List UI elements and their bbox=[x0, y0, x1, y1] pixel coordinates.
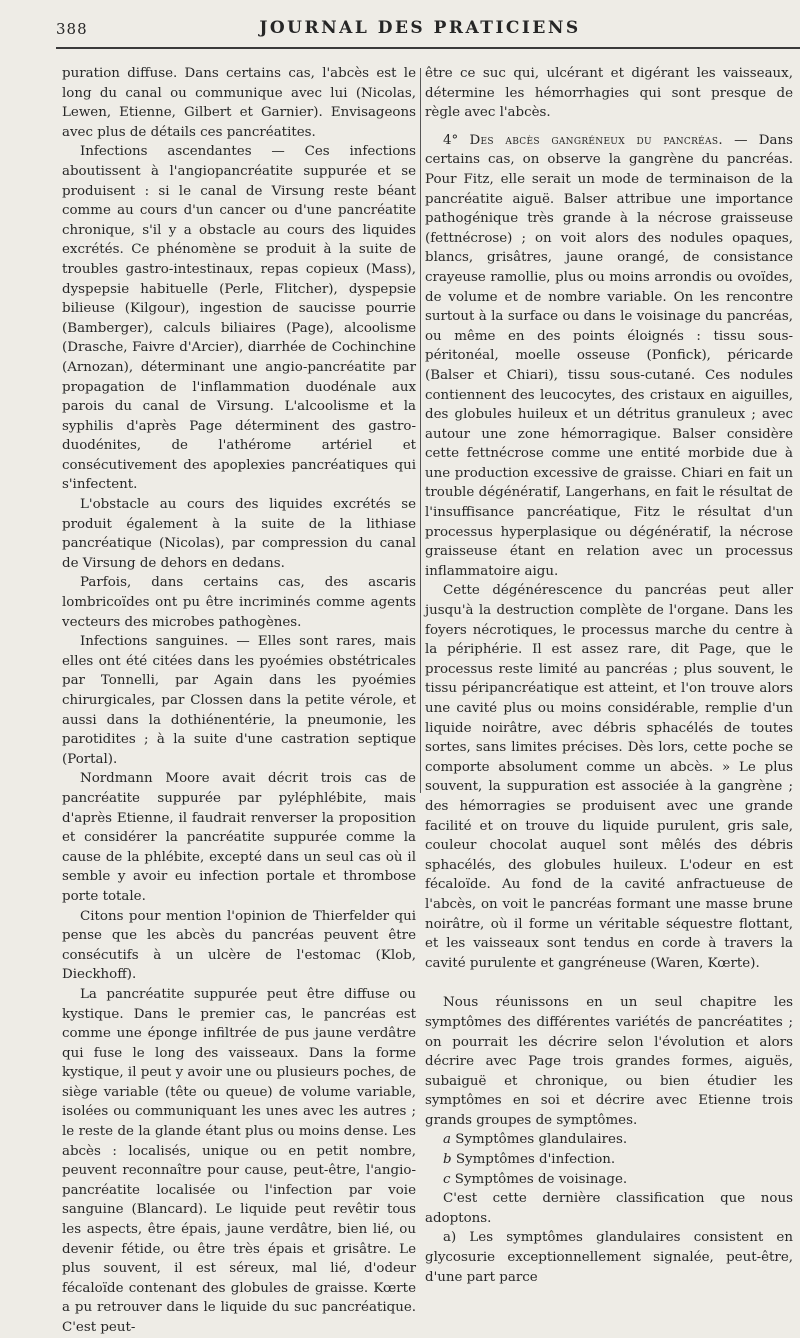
list-item bbox=[425, 1130, 793, 1150]
right-column bbox=[425, 64, 793, 1287]
paragraph: Nordmann Moore avait décrit trois cas de pancréatite suppurée par pyléphlébite, mais d'après Etienne, il faudrait renverser la proposition et considérer la pancréatite suppurée comme la cause de la phlébite, excepté dans un seul cas où il semble y avoir eu infection portale et thrombose porte totale. bbox=[62, 771, 416, 904]
paragraph: puration diffuse. Dans certains cas, l'abcès est le long du canal ou communique avec lui (Nicolas, Lewen, Etienne, Gilbert et Garnier). Envisageons avec plus de détails ces pancréatites. bbox=[62, 66, 416, 140]
list-item bbox=[425, 1150, 793, 1170]
list-text: Symptômes de voisinage. bbox=[454, 1171, 628, 1187]
section-number: 4° bbox=[443, 132, 470, 148]
paragraph: La pancréatite suppurée peut être diffuse ou kystique. Dans le premier cas, le pancréas est comme une éponge infiltrée de pus jaune verdâtre qui fuse le long des vaisseaux. Dans la forme kystique, il peut y avoir une ou plusieurs poches, de siège variable (tête ou queue) de volume variable, isolées ou communiquant les unes avec les autres ; le reste de la glande étant plus ou moins dense. Les abcès : localisés, unique ou en petit nombre, peuvent reconnaître pour cause, peut-être, l'angio-pancréatite localisée ou l'infection par voie sanguine (Blancard). Le liquide peut revêtir tous les aspects, être épais, jaune verdâtre, bien lié, ou devenir fétide, ou être très épais et grisâtre. Le plus souvent, il est séreux, mal lié, d'odeur fécaloïde contenant des globules de graisse. Kœrte a pu retrouver dans le liquide du suc pancréatique. C'est peut- bbox=[62, 986, 416, 1335]
column-divider bbox=[420, 68, 421, 793]
section-heading: Des abcès gangréneux du pancréas. bbox=[469, 132, 723, 148]
header-rule bbox=[56, 47, 800, 49]
list-item bbox=[425, 1170, 793, 1190]
page-number: 388 bbox=[56, 20, 88, 38]
page-header bbox=[0, 0, 800, 62]
paragraph: L'obstacle au cours des liquides excrétés se produit également à la suite de la lithiase pancréatique (Nicolas), par compression du canal de Virsung de dehors en dedans. bbox=[62, 497, 416, 571]
paragraph: a) Les symptômes glandulaires consistent en glycosurie exceptionnellement signalée, peut-être, d'une part parce bbox=[425, 1230, 793, 1285]
list-text: Symptômes glandulaires. bbox=[455, 1132, 628, 1148]
paragraph: Citons pour mention l'opinion de Thierfelder qui pense que les abcès du pancréas peuvent être consécutifs à un ulcère de l'estomac (Klob, Dieckhoff). bbox=[62, 908, 416, 983]
paragraph: Cette dégénérescence du pancréas peut aller jusqu'à la destruction complète de l'organe. Dans les foyers nécrotiques, le processus marche du centre à la périphérie. Il est assez rare, dit Page, que le processus reste limité au pancréas ; plus souvent, le tissu péripancréatique est atteint, et l'on trouve alors une cavité plus ou moins considérable, remplie d'un liquide noirâtre, avec débris sphacélés de toutes sortes, sans limites précises. Dès lors, cette poche se comporte absolument comme un abcès. » Le plus souvent, la suppuration est associée à la gangrène ; des hémorragies se produisent avec une grande facilité et on trouve du liquide purulent, gris sale, couleur chocolat auquel sont mêlés des débris sphacélés, des globules huileux. L'odeur en est fécaloïde. Au fond de la cavité anfractueuse de l'abcès, on voit le pancréas formant une masse brune noirâtre, où il forme un véritable séquestre flottant, et les vaisseaux sont tendus en corde à travers la cavité purulente et gangréneuse (Waren, Kœrte). bbox=[425, 583, 793, 971]
paragraph: Parfois, dans certains cas, des ascaris lombricoïdes ont pu être incriminés comme agents vecteurs des microbes pathogènes. bbox=[62, 575, 416, 630]
paragraph: Infections sanguines. — Elles sont rares, mais elles ont été citées dans les pyoémies obstétricales par Tonnelli, par Again dans les pyoémies chirurgicales, par Clossen dans la petite vérole, et aussi dans la dothiénentérie, la pneumonie, les parotidites ; à la suite d'une castration septique (Portal). bbox=[62, 634, 416, 767]
section-paragraph bbox=[425, 131, 793, 582]
left-column bbox=[62, 64, 416, 1338]
paragraph: être ce suc qui, ulcérant et digérant les vaisseaux, détermine les hémorrhagies qui sont presque de règle avec l'abcès. bbox=[425, 66, 793, 121]
list-letter: b bbox=[443, 1152, 452, 1168]
paragraph: Infections ascendantes — Ces infections aboutissent à l'angiopancréatite suppurée et se produisent : si le canal de Virsung reste béant comme au cours d'un cancer ou d'une pancréatite chronique, s'il y a obstacle au cours des liquides excrétés. Ce phénomène se produit à la suite de troubles gastro-intestinaux, repas copieux (Mass), dyspepsie habituelle (Perle, Flitcher), dyspepsie bilieuse (Kilgour), ingestion de saucisse pourrie (Bamberger), calculs biliaires (Page), alcoolisme (Drasche, Faivre d'Arcier), diarrhée de Cochinchine (Arnozan), déterminant une angio-pancréatite par propagation de l'inflammation duodénale aux parois du canal de Virsung. L'alcoolisme et la syphilis d'après Page déterminent des gastro-duodénites, de l'athérome artériel et consécutivement des apoplexies pancréatiques qui s'infectent. bbox=[62, 144, 416, 493]
journal-title: JOURNAL DES PRATICIENS bbox=[259, 18, 581, 38]
list-text: Symptômes d'infection. bbox=[455, 1152, 616, 1168]
section-text: — Dans certains cas, on observe la gangrène du pancréas. Pour Fitz, elle serait un mode de terminaison de la pancréatite aiguë. Balser attribue une importance pathogénique très grande à la nécrose graisseuse (fettnécrose) ; on voit alors des nodules opaques, blancs, grisâtres, jaune orangé, de consistance crayeuse ramollie, plus ou moins arrondis ou ovoïdes, de volume et de nombre variable. On les rencontre surtout à la surface ou dans le voisinage du pancréas, ou même en des points éloignés : tissu sous-péritonéal, moelle osseuse (Ponfick), péricarde (Balser et Chiari), tissu sous-cutané. Ces nodules contiennent des leucocytes, des cristaux en aiguilles, des globules huileux et un détritus granuleux ; avec autour une zone hémorragique. Balser considère cette fettnécrose comme une entité morbide due à une production excessive de graisse. Chiari en fait un trouble dégénératif, Langerhans, en fait le résultat de l'insuffisance pancréatique, Fitz le résultat d'un processus hyperplasique ou dégénératif, la nécrose graisseuse étant en relation avec un processus inflammatoire aigu. bbox=[425, 132, 793, 579]
list-letter: c bbox=[443, 1171, 451, 1187]
paragraph: C'est cette dernière classification que nous adoptons. bbox=[425, 1191, 793, 1226]
paragraph: Nous réunissons en un seul chapitre les symptômes des différentes variétés de pancréatites ; on pourrait les décrire selon l'évolution et alors décrire avec Page trois grandes formes, aiguës, subaiguë et chronique, ou bien étudier les symptômes en soi et décrire avec Etienne trois grands groupes de symptômes. bbox=[425, 995, 793, 1128]
list-letter: a bbox=[443, 1132, 451, 1148]
